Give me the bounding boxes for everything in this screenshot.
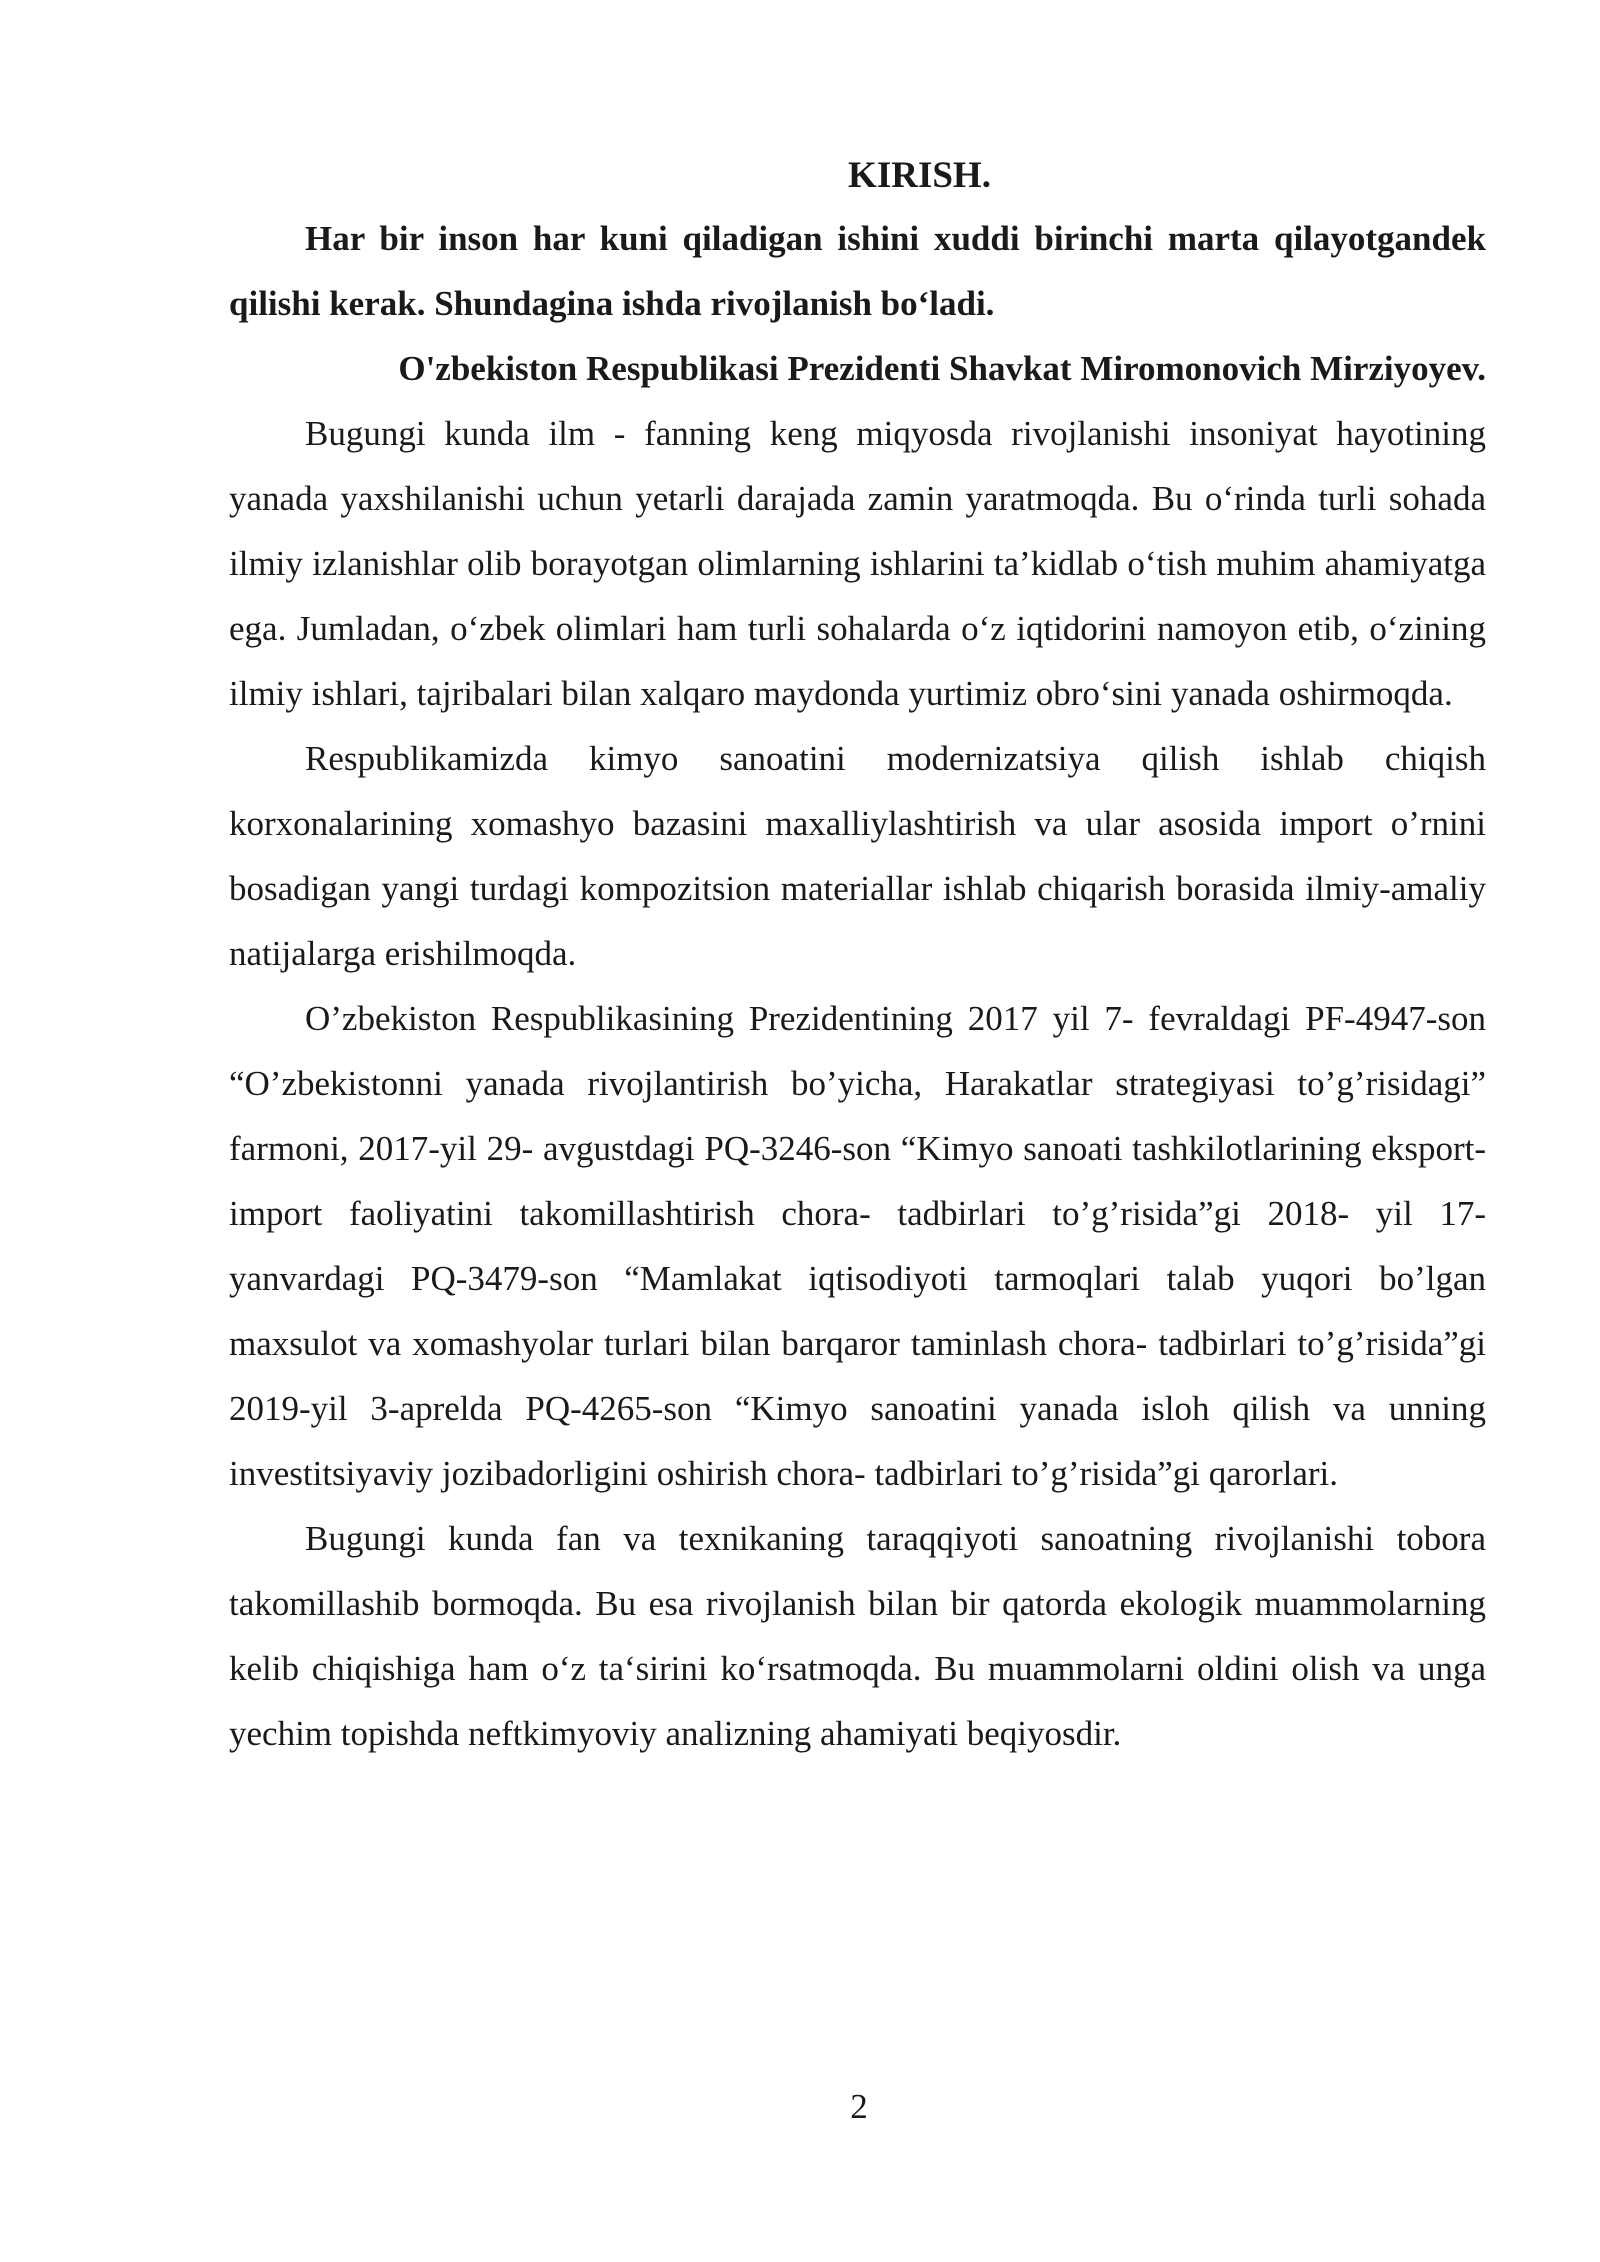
- body-paragraph: Respublikamizda kimyo sanoatini modernizatsiya qilish ishlab chiqish korxonalarining xomashyo bazasini maxalliylashtirish va ular asosida import o’rnini bosadigan yangi turdagi kompozitsion materiallar ishlab chiqarish borasida ilmiy-amaliy natijalarga erishilmoqda.: [229, 739, 1486, 973]
- page-number: 2: [850, 2087, 868, 2126]
- page-body: [229, 146, 1486, 1766]
- section-heading: KIRISH.: [848, 155, 991, 196]
- body-paragraph: Bugungi kunda ilm - fanning keng miqyosda rivojlanishi insoniyat hayotining yanada yaxshilanishi uchun yetarli darajada zamin yaratmoqda. Bu o‘rinda turli sohada ilmiy izlanishlar olib borayotgan olimlarning ishlarini ta’kidlab o‘tish muhim ahamiyatga ega. Jumladan, o‘zbek olimlari ham turli sohalarda o‘z iqtidorini namoyon etib, o‘zining ilmiy ishlari, tajribalari bilan xalqaro maydonda yurtimiz obro‘sini yanada oshirmoqda.: [229, 414, 1486, 713]
- body-paragraph: O’zbekiston Respublikasining Prezidentining 2017 yil 7- fevraldagi PF-4947-son “O’zbekistonni yanada rivojlantirish bo’yicha, Harakatlar strategiyasi to’g’risidagi” farmoni, 2017-yil 29- avgustdagi PQ-3246-son “Kimyo sanoati tashkilotlarining eksport-import faoliyatini takomillashtirish chora- tadbirlari to’g’risida”gi 2018- yil 17- yanvardagi PQ-3479-son “Mamlakat iqtisodiyoti tarmoqlari talab yuqori bo’lgan maxsulot va xomashyolar turlari bilan barqaror taminlash chora- tadbirlari to’g’risida”gi 2019-yil 3-aprelda PQ-4265-son “Kimyo sanoatini yanada isloh qilish va unning investitsiyaviy jozibadorligini oshirish chora- tadbirlari to’g’risida”gi qarorlari.: [229, 999, 1486, 1493]
- epigraph-author: O'zbekiston Respublikasi Prezidenti Shavkat Miromonovich Mirziyoyev.: [398, 349, 1486, 388]
- epigraph-quote: Har bir inson har kuni qiladigan ishini xuddi birinchi marta qilayotgandek qilishi kerak. Shundagina ishda rivojlanish bo‘ladi.: [229, 219, 1486, 323]
- body-paragraph: Bugungi kunda fan va texnikaning taraqqiyoti sanoatning rivojlanishi tobora takomillashib bormoqda. Bu esa rivojlanish bilan bir qatorda ekologik muammolarning kelib chiqishiga ham o‘z ta‘sirini ko‘rsatmoqda. Bu muammolarni oldini olish va unga yechim topishda neftkimyoviy analizning ahamiyati beqiyosdir.: [229, 1519, 1486, 1753]
